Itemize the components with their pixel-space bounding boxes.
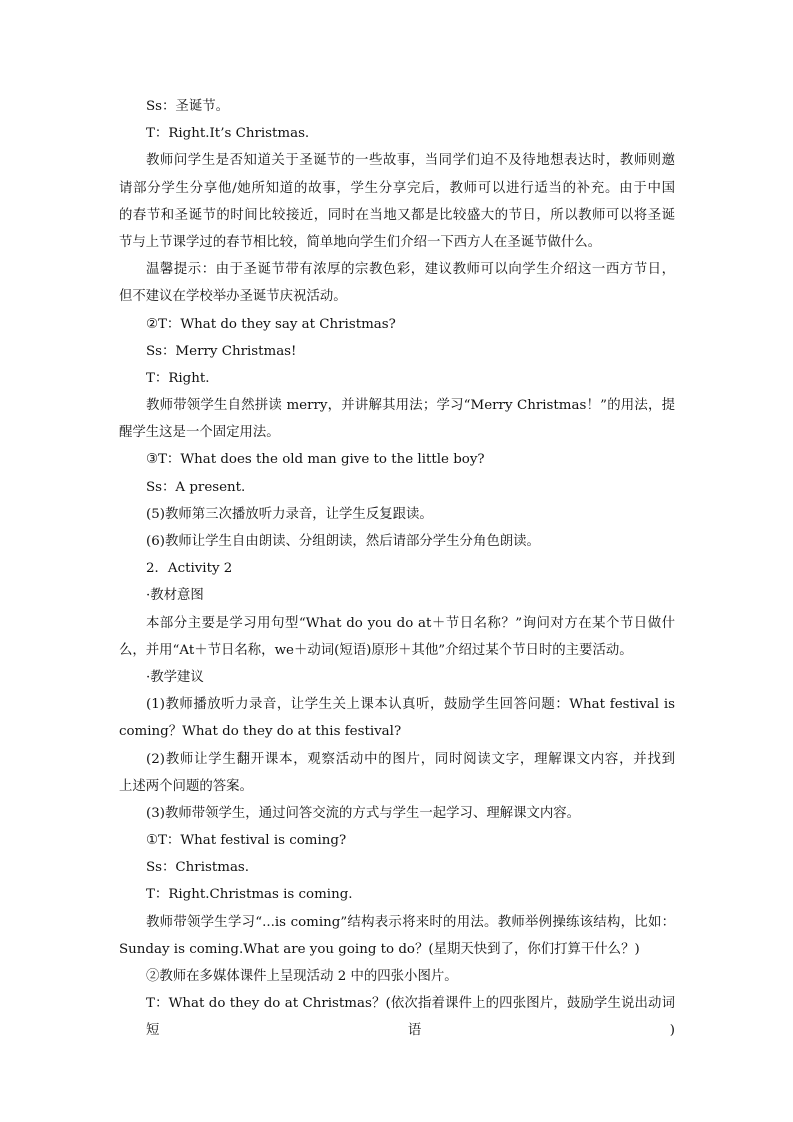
text-line: ·教学建议 <box>146 669 204 685</box>
text-line: T：Right.It’s Christmas. <box>146 126 310 142</box>
text-line: Ss：Christmas. <box>146 860 250 876</box>
text-line: 教师带领学生学习“...is coming”结构表示将来时的用法。教师举例操练该结构，比如： <box>146 914 675 930</box>
text-line: T：Right.Christmas is coming. <box>146 887 353 903</box>
text-line: (6)教师让学生自由朗读、分组朗读，然后请部分学生分角色朗读。 <box>146 534 540 549</box>
text-line: Ss：圣诞节。 <box>146 99 229 114</box>
text-line: Ss：A present. <box>146 479 246 495</box>
text-line: 本部分主要是学习用句型“What do you do at＋节日名称？”询问对方在某个节日做什 <box>146 615 675 631</box>
text-line: 么，并用“At＋节日名称，we＋动词(短语)原形＋其他”介绍过某个节日时的主要活动。 <box>119 642 633 658</box>
text-line: (2)教师让学生翻开课本，观察活动中的图片，同时阅读文字，理解课文内容，并找到 <box>146 751 675 767</box>
text-line: ③T：What does the old man give to the little boy? <box>146 452 485 468</box>
text-line: ②教师在多媒体课件上呈现活动 2 中的四张小图片。 <box>146 969 458 984</box>
text-line: 但不建议在学校举办圣诞节庆祝活动。 <box>119 289 347 305</box>
text-line: 教师带领学生自然拼读 merry，并讲解其用法；学习“Merry Christmas！”的用法，提 <box>146 398 675 414</box>
text-line: (5)教师第三次播放听力录音，让学生反复跟读。 <box>146 506 433 522</box>
text-line: 教师问学生是否知道关于圣诞节的一些故事，当同学们迫不及待地想表达时，教师则邀 <box>146 153 675 169</box>
text-line: (3)教师带领学生，通过问答交流的方式与学生一起学习、理解课文内容。 <box>146 805 581 821</box>
text-line: T：Right. <box>146 370 210 386</box>
text-line: 温馨提示：由于圣诞节带有浓厚的宗教色彩，建议教师可以向学生介绍这一西方节日， <box>146 262 675 278</box>
text-line: 节与上节课学过的春节相比较，简单地向学生们介绍一下西方人在圣诞节做什么。 <box>119 234 602 250</box>
text-line: coming？What do they do at this festival? <box>119 724 402 740</box>
document-body <box>119 93 675 1039</box>
text-line: Ss：Merry Christmas! <box>146 343 297 359</box>
text-line: (1)教师播放听力录音，让学生关上课本认真听，鼓励学生回答问题：What festival is <box>146 697 675 713</box>
text-line: Sunday is coming.What are you going to do？(星期天快到了，你们打算干什么？) <box>119 941 640 957</box>
text-line: 上述两个问题的答案。 <box>119 778 253 794</box>
text-line: 的春节和圣诞节的时间比较接近，同时在当地又都是比较盛大的节日，所以教师可以将圣诞 <box>119 207 675 223</box>
text-line: ②T：What do they say at Christmas? <box>146 316 396 332</box>
text-line: 2．Activity 2 <box>146 561 233 577</box>
text-line: 醒学生这是一个固定用法。 <box>119 425 280 441</box>
text-line: T：What do they do at Christmas？(依次指着课件上的四张图片，鼓励学生说出动词短语) <box>146 996 675 1039</box>
text-line: 请部分学生分享他/她所知道的故事，学生分享完后，教师可以进行适当的补充。由于中国 <box>119 180 675 196</box>
text-line: ·教材意图 <box>146 588 204 604</box>
text-line: ①T：What festival is coming? <box>146 833 347 849</box>
